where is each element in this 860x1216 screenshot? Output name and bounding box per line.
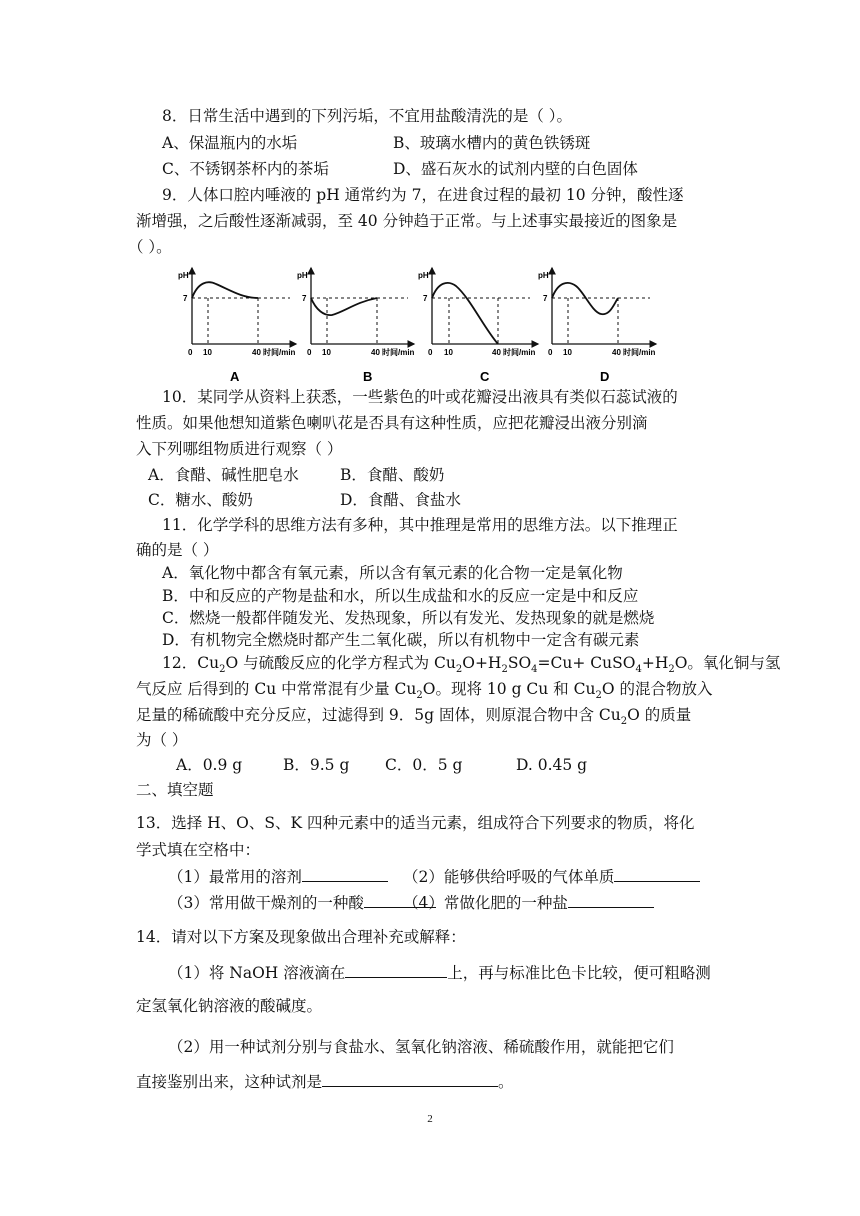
graph-a-seven: 7 (183, 294, 188, 303)
graph-d-zero: 0 (548, 348, 553, 357)
graph-d-ten: 10 (563, 348, 572, 357)
graph-b-ph-label: pH (297, 271, 308, 280)
graph-c-name: C (480, 369, 490, 384)
graph-c-ph-label: pH (418, 271, 429, 280)
page-number: 2 (427, 1113, 433, 1125)
graph-b-seven: 7 (302, 294, 307, 303)
q11-option-a: A．氧化物中都含有氧元素，所以含有氧元素的化合物一定是氧化物 (162, 564, 623, 582)
graph-b-xlabel: 时间/min (382, 348, 415, 357)
q12-option-a: A．0.9 g (176, 756, 243, 774)
q13-blank-2[interactable] (614, 866, 700, 882)
graph-b-ten: 10 (322, 348, 331, 357)
graph-c-ten: 10 (444, 348, 453, 357)
q9-graphs (168, 262, 668, 390)
q14-line-1: 14．请对以下方案及现象做出合理补充或解释： (136, 928, 466, 946)
graph-a-zero: 0 (188, 348, 193, 357)
q13-blank-1[interactable] (302, 866, 388, 882)
q10-line-2: 性质。如果他想知道紫色喇叭花是否具有这种性质，应把花瓣浸出液分别滴 (136, 414, 648, 432)
graph-d-name: D (600, 369, 610, 384)
graph-b-name: B (363, 369, 373, 384)
graph-d-ph-label: pH (538, 271, 549, 280)
q9-graphs-svg (168, 262, 668, 390)
graph-a (178, 268, 296, 384)
q14-part-2-line-1: （2）用一种试剂分别与食盐水、氢氧化钠溶液、稀硫酸作用，就能把它们 (168, 1038, 674, 1056)
q13-line-1: 13．选择 H、O、S、K 四种元素中的适当元素，组成符合下列要求的物质，将化 (136, 814, 695, 832)
q11-option-d: D．有机物完全燃烧时都产生二氧化碳，所以有机物中一定含有碳元素 (162, 631, 640, 649)
q12-option-c: C．0．5 g (385, 756, 463, 774)
graph-b-zero: 0 (307, 348, 312, 357)
graph-a-ph-label: pH (178, 271, 189, 280)
q9-line-1: 9．人体口腔内唾液的 pH 通常约为 7，在进食过程的最初 10 分钟，酸性逐 (162, 186, 684, 204)
q8-option-d: D、盛石灰水的试剂内壁的白色固体 (393, 160, 638, 178)
graph-c-xlabel: 时间/min (503, 348, 536, 357)
graph-d-forty: 40 (612, 348, 621, 357)
graph-a-name: A (230, 369, 240, 384)
q11-option-b: B．中和反应的产物是盐和水，所以生成盐和水的反应一定是中和反应 (162, 587, 639, 605)
q12-line-3: 足量的稀硫酸中充分反应，过滤得到 9．5g 固体，则原混合物中含 $Cu_2O$ 的质量 (136, 706, 692, 728)
q10-option-d: D．食醋、食盐水 (340, 491, 461, 509)
q8-option-b: B、玻璃水槽内的黄色铁锈斑 (393, 134, 591, 152)
q9-line-3: （ ）。 (128, 238, 172, 256)
graph-c-curve (432, 283, 498, 344)
graph-a-xlabel: 时间/min (263, 348, 296, 357)
q13-line-2: 学式填在空格中： (136, 841, 261, 859)
q10-line-1: 10．某同学从资料上获悉，一些紫色的叶或花瓣浸出液具有类似石蕊试液的 (162, 388, 678, 406)
q10-option-c: C．糖水、酸奶 (148, 491, 253, 509)
q14-part-1-line-2: 定氢氧化钠溶液的酸碱度。 (136, 997, 323, 1015)
graph-c-forty: 40 (492, 348, 501, 357)
graph-a-ten: 10 (203, 348, 212, 357)
graph-b-curve (311, 298, 377, 315)
q10-line-3: 入下列哪组物质进行观察（ ） (136, 440, 343, 458)
graph-a-forty: 40 (252, 348, 261, 357)
graph-c-seven: 7 (423, 294, 428, 303)
q10-option-b: B．食醋、酸奶 (340, 466, 445, 484)
q14-part-1: （1）将 NaOH 溶液滴在 上，再与标准比色卡比较，便可粗略测 (168, 964, 711, 982)
q8-option-c: C、不锈钢茶杯内的茶垢 (162, 160, 329, 178)
q13-blank-4[interactable] (568, 892, 654, 908)
graph-c (418, 268, 538, 384)
graph-a-curve (192, 282, 258, 298)
graph-b-forty: 40 (371, 348, 380, 357)
q11-option-c: C．燃烧一般都伴随发光、发热现象，所以有发光、发热现象的就是燃烧 (162, 609, 655, 627)
q9-line-2: 渐增强，之后酸性逐渐减弱，至 40 分钟趋于正常。与上述事实最接近的图象是 (136, 212, 678, 230)
q12-line-4: 为（ ） (136, 731, 188, 749)
section-heading: 二、填空题 (136, 781, 214, 799)
graph-b (297, 268, 415, 384)
q14-blank-2[interactable] (322, 1071, 498, 1087)
graph-d (538, 268, 656, 384)
q11-line-1: 11．化学学科的思维方法有多种，其中推理是常用的思维方法。以下推理正 (162, 516, 678, 534)
q8-stem: 8．日常生活中遇到的下列污垢，不宜用盐酸清洗的是（ ）。 (162, 107, 573, 125)
q11-line-2: 确的是（ ） (136, 541, 219, 559)
q12-line-2: 气反应 后得到的 Cu 中常常混有少量 $Cu_2O$。现将 10 g Cu 和 $Cu_2O$ 的混合物放入 (136, 680, 713, 702)
graph-d-xlabel: 时间/min (623, 348, 656, 357)
q12-line-1: 12．$Cu_2O$ 与硫酸反应的化学方程式为 $Cu_2O+H_2SO_4=Cu+$ $CuSO_4+H_2O$。氧化铜与氢 (162, 654, 781, 676)
graph-d-curve (552, 283, 618, 314)
q13-part-3: （3）常用做干燥剂的一种酸 (168, 892, 436, 913)
q12-option-d: D. 0.45 g (516, 756, 588, 774)
q14-blank-1[interactable] (345, 962, 447, 978)
q14-part-2-line-2: 直接鉴别出来，这种试剂是 。 (136, 1073, 514, 1091)
q13-part-4: （4）常做化肥的一种盐 (403, 892, 654, 913)
q12-option-b: B．9.5 g (283, 756, 350, 774)
q10-option-a: A．食醋、碱性肥皂水 (148, 466, 299, 484)
graph-d-seven: 7 (543, 294, 548, 303)
q13-part-2: （2）能够供给呼吸的气体单质 (403, 866, 700, 887)
q8-option-a: A、保温瓶内的水垢 (162, 134, 298, 152)
q13-part-1: （1）最常用的溶剂 (168, 866, 388, 887)
graph-c-zero: 0 (428, 348, 433, 357)
